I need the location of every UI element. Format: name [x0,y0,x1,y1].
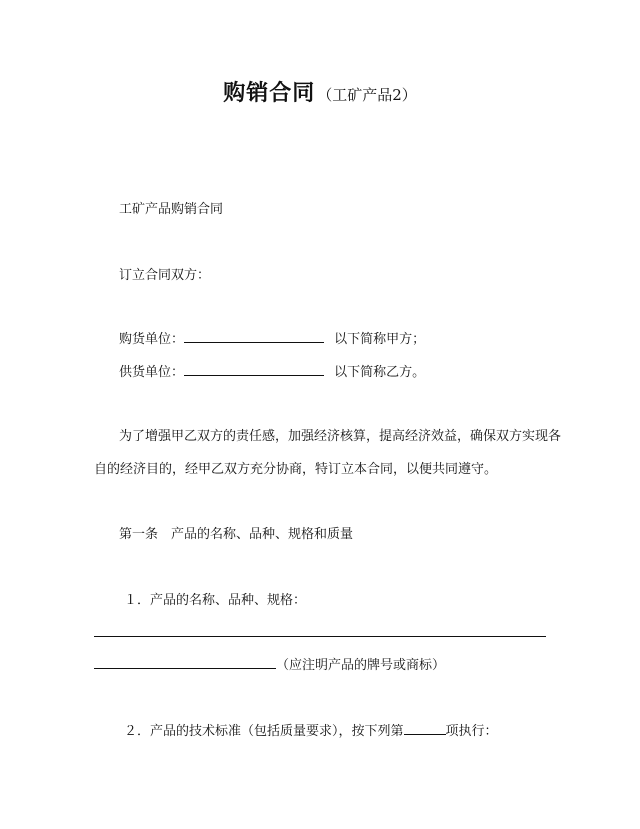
buyer-line [119,330,425,349]
title-main: 购销合同 [223,81,316,106]
preamble-line-1: 为了增强甲乙双方的责任感，加强经济核算，提高经济效益，确保双方实现各 [119,429,562,444]
item-2-line [124,722,498,741]
contract-heading: 工矿产品购销合同 [119,202,224,217]
item-2-blank [404,722,446,735]
seller-suffix: 以下简称乙方。 [334,365,426,380]
item-1-blank-line-2 [94,656,276,669]
buyer-suffix: 以下简称甲方； [334,332,426,347]
item-1-note-line [94,656,445,675]
title-subtitle: （工矿产品2） [317,86,417,104]
parties-intro: 订立合同双方： [119,268,211,283]
item-1-note: （应注明产品的牌号或商标） [276,658,446,673]
article-1-title: 第一条 产品的名称、品种、规格和质量 [119,527,354,542]
seller-line [119,363,425,382]
item-2-suffix: 项执行： [445,724,498,739]
preamble-line-2: 自的经济目的，经甲乙双方充分协商，特订立本合同，以便共同遵守。 [94,462,498,477]
item-1: １．产品的名称、品种、规格： [124,593,307,608]
buyer-blank [184,330,324,343]
buyer-label: 购货单位： [119,332,185,347]
seller-blank [184,363,324,376]
seller-label: 供货单位： [119,365,185,380]
item-1-blank-line-1 [94,636,546,637]
document-title [0,76,640,107]
item-2-prefix: ２．产品的技术标准（包括质量要求），按下列第 [124,724,404,739]
